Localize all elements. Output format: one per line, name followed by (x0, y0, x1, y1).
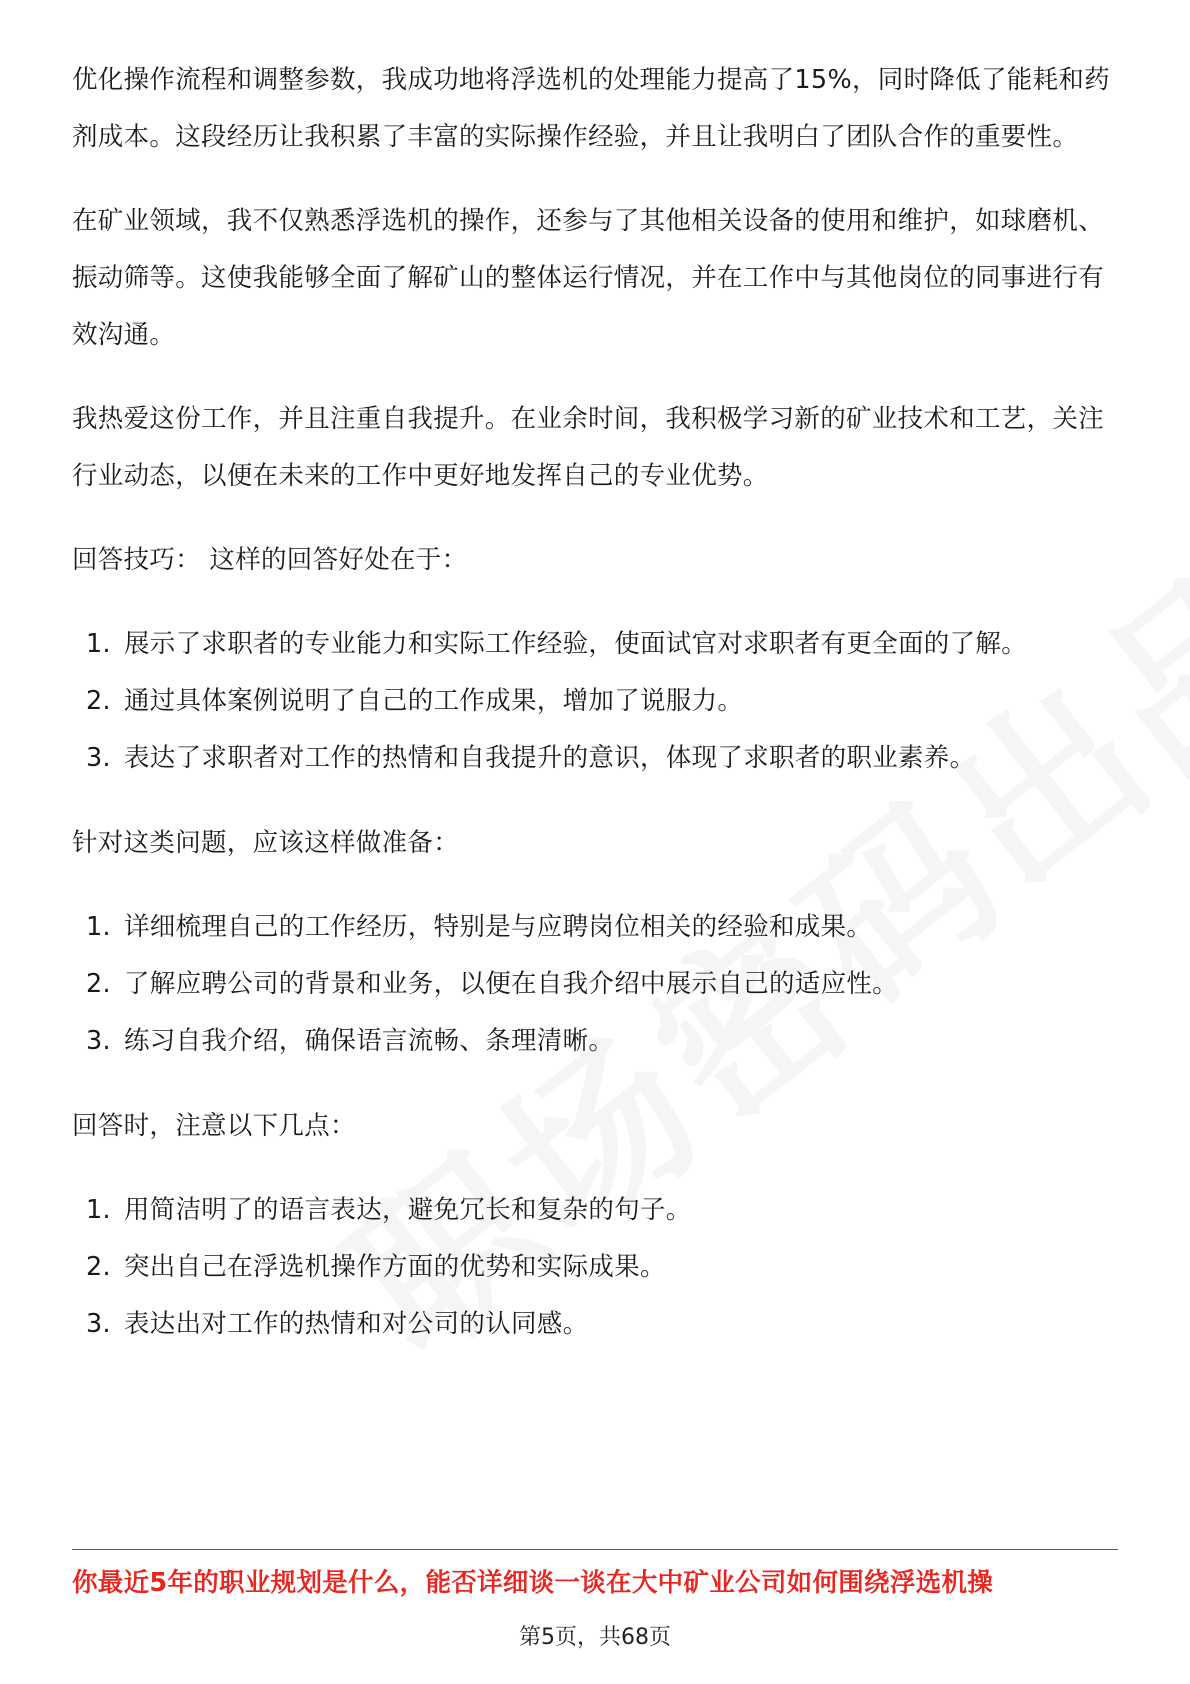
list-number: 2. (86, 686, 111, 716)
paragraph: 在矿业领域，我不仅熟悉浮选机的操作，还参与了其他相关设备的使用和维护，如球磨机、振动筛等。这使我能够全面了解矿山的整体运行情况，并在工作中与其他岗位的同事进行有效沟通。 (72, 206, 1105, 350)
tips-list (72, 616, 1118, 787)
list-item (72, 1239, 1118, 1296)
attention-heading: 回答时，注意以下几点： (72, 1111, 356, 1141)
list-item-text: 详细梳理自己的工作经历，特别是与应聘岗位相关的经验和成果。 (124, 912, 873, 942)
list-item (72, 673, 1118, 730)
document-body (72, 52, 1118, 1381)
list-number: 3. (86, 1026, 111, 1056)
prep-list (72, 899, 1118, 1070)
list-number: 2. (86, 1252, 111, 1282)
list-item (72, 1182, 1118, 1239)
list-item (72, 899, 1118, 956)
list-number: 1. (86, 629, 111, 659)
page-footer: 第5页，共68页 (519, 1625, 671, 1650)
prep-heading: 针对这类问题，应该这样做准备： (72, 828, 460, 858)
list-item-text: 通过具体案例说明了自己的工作成果，增加了说服力。 (124, 686, 744, 716)
list-item-text: 突出自己在浮选机操作方面的优势和实际成果。 (124, 1252, 666, 1282)
list-item-text: 表达了求职者对工作的热情和自我提升的意识，体现了求职者的职业素养。 (124, 743, 976, 773)
list-item-text: 展示了求职者的专业能力和实际工作经验，使面试官对求职者有更全面的了解。 (124, 629, 1028, 659)
list-number: 2. (86, 969, 111, 999)
list-item (72, 1296, 1118, 1353)
list-item (72, 730, 1118, 787)
list-item-text: 练习自我介绍，确保语言流畅、条理清晰。 (124, 1026, 615, 1056)
attention-list (72, 1182, 1118, 1353)
paragraph: 我热爱这份工作，并且注重自我提升。在业余时间，我积极学习新的矿业技术和工艺，关注行业动态，以便在未来的工作中更好地发挥自己的专业优势。 (72, 404, 1105, 491)
tips-heading: 回答技巧： 这样的回答好处在于： (72, 545, 468, 575)
list-item-text: 了解应聘公司的背景和业务，以便在自我介绍中展示自己的适应性。 (124, 969, 899, 999)
list-item (72, 1013, 1118, 1070)
next-question-heading: 你最近5年的职业规划是什么，能否详细谈一谈在大中矿业公司如何围绕浮选机操 (72, 1568, 994, 1598)
list-item-text: 用简洁明了的语言表达，避免冗长和复杂的句子。 (124, 1195, 692, 1225)
list-number: 3. (86, 1309, 111, 1339)
list-number: 1. (86, 1195, 111, 1225)
section-divider (72, 1549, 1118, 1550)
list-number: 1. (86, 912, 111, 942)
list-number: 3. (86, 743, 111, 773)
paragraph: 优化操作流程和调整参数，我成功地将浮选机的处理能力提高了15%，同时降低了能耗和药剂成本。这段经历让我积累了丰富的实际操作经验，并且让我明白了团队合作的重要性。 (72, 65, 1110, 152)
list-item-text: 表达出对工作的热情和对公司的认同感。 (124, 1309, 589, 1339)
list-item (72, 616, 1118, 673)
list-item (72, 956, 1118, 1013)
